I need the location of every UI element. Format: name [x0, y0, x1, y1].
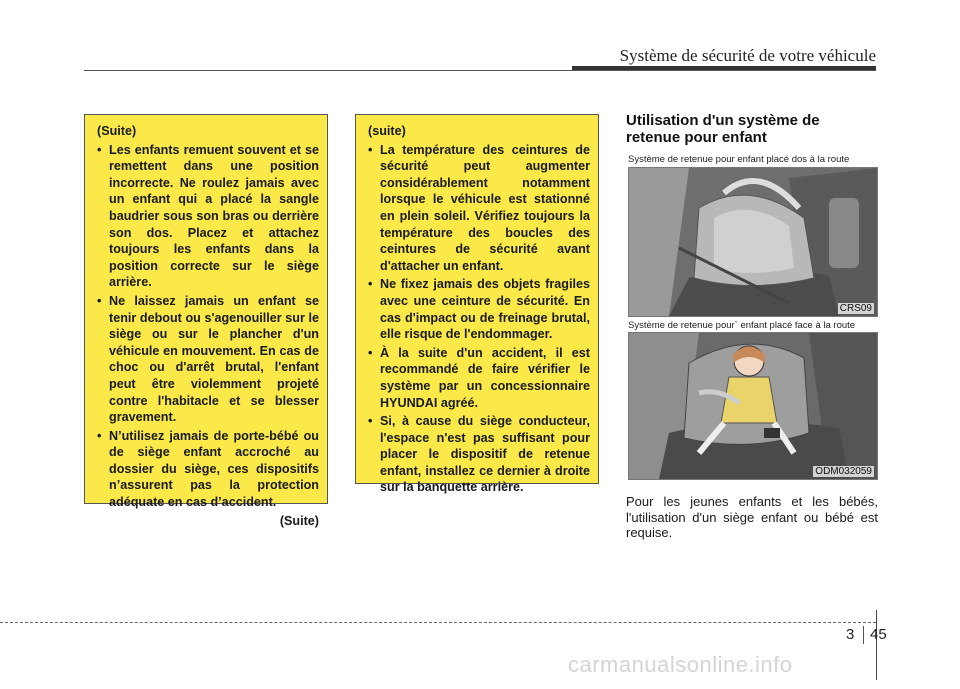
- image-code: CRS09: [839, 303, 872, 314]
- footer-rule: [0, 622, 876, 623]
- warning-item: • Ne fixez jamais des objets fragiles avec une ceinture de sécurité. En cas d'impact ou de freinage brutal, elle risque de l'endommager.: [364, 276, 590, 342]
- body-paragraph: Pour les jeunes enfants et les bébés, l'utilisation d'un siège enfant ou bébé est requise.: [626, 494, 878, 540]
- watermark: carmanualsonline.info: [568, 652, 793, 677]
- section-title: Utilisation d'un système de retenue pour enfant: [626, 112, 820, 146]
- warning-item: • À la suite d'un accident, il est recommandé de faire vérifier le système par un concessionnaire HYUNDAI agréé.: [364, 345, 590, 411]
- page-number-divider: [863, 626, 864, 644]
- warning-item: • La température des ceintures de sécurité peut augmenter considérablement notamment lorsque le véhicule est stationné en plein soleil. Vérifiez toujours la température des boucles des ceintures de sécurité avant d'attacher un enfant.: [364, 142, 590, 275]
- page-header-title: Système de sécurité de votre véhicule: [619, 46, 876, 65]
- forward-facing-seat-illustration: [629, 333, 877, 479]
- rear-facing-seat-illustration: [629, 168, 877, 316]
- warning-box-continued: (Suite): [279, 513, 319, 528]
- warning-box-left: [84, 114, 328, 528]
- footer-tick: [876, 610, 877, 680]
- warning-list: [364, 142, 590, 496]
- image-caption-forward-facing: Système de retenue pour` enfant placé face à la route: [628, 320, 856, 331]
- image-code: ODM032059: [815, 466, 872, 477]
- forward-facing-seat-image: [628, 332, 878, 480]
- warning-box-heading: (Suite): [97, 124, 137, 138]
- warning-item: • Si, à cause du siège conducteur, l'espace n'est pas suffisant pour placer le dispositif de retenue enfant, installez ce dernier à droite sur la banquette arrière.: [364, 413, 590, 496]
- image-caption-rear-facing: Système de retenue pour enfant placé dos à la route: [628, 154, 850, 165]
- warning-box-right: [355, 114, 599, 495]
- rear-facing-seat-image: [628, 167, 878, 317]
- warning-box-heading: (suite): [368, 124, 406, 138]
- warning-item: • Ne laissez jamais un enfant se tenir debout ou s'agenouiller sur le siège ou sur le plancher d'un véhicule en mouvement. En cas de choc ou d'arrêt brutal, l'enfant peut être violemment projeté contre l'habitacle et se blesser gravement.: [93, 293, 319, 426]
- page-number: 45: [870, 626, 887, 643]
- header-rule: [84, 70, 876, 71]
- warning-item: • N’utilisez jamais de porte-bébé ou de siège enfant accroché au dossier du siège, ces dispositifs n’assurent pas la protection adéquate en cas d’accident.: [93, 428, 319, 511]
- warning-list: [93, 142, 319, 511]
- chapter-number: 3: [846, 626, 855, 643]
- warning-item: • Les enfants remuent souvent et se remettent dans une position incorrecte. Ne roulez jamais avec un enfant qui a placé la sangle baudrier sous son bras ou derrière son dos. Placez et attachez toujours les enfants dans la position correcte sur le siège arrière.: [93, 142, 319, 291]
